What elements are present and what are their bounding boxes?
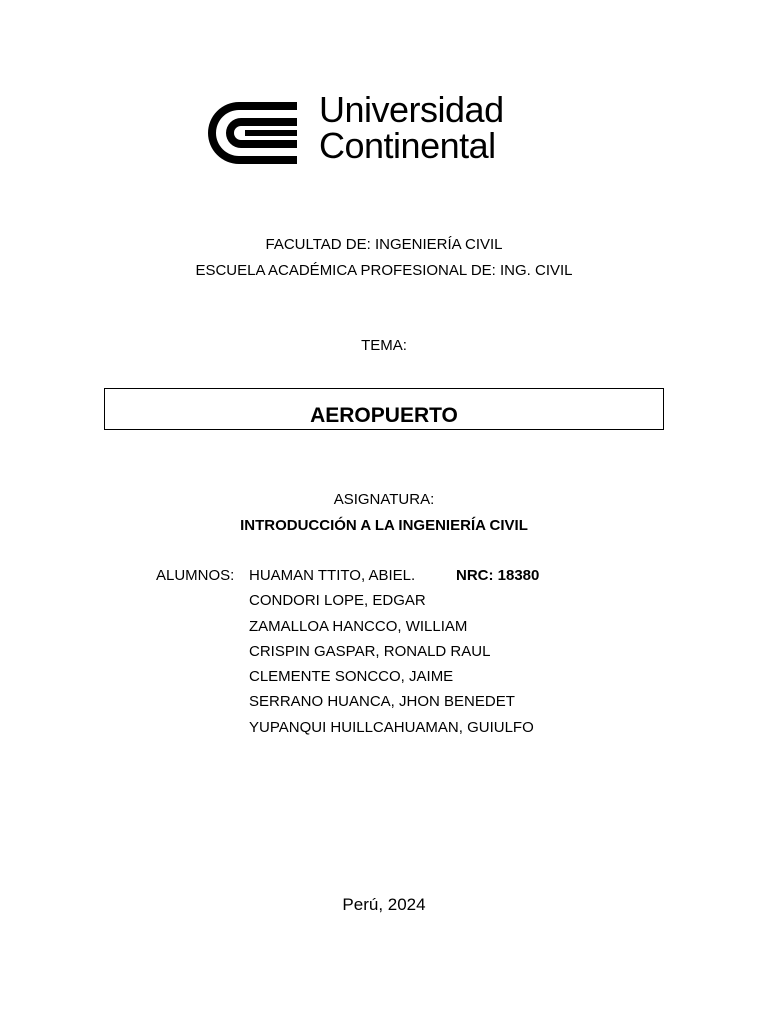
- university-name-line2: Continental: [319, 125, 496, 166]
- subject-name: INTRODUCCIÓN A LA INGENIERÍA CIVIL: [240, 517, 528, 534]
- topic-title-box: [104, 388, 664, 430]
- nrc-code: NRC: 18380: [456, 567, 540, 584]
- student-name: SERRANO HUANCA, JHON BENEDET: [249, 693, 515, 711]
- student-name: CONDORI LOPE, EDGAR: [249, 592, 426, 610]
- topic-label: TEMA:: [361, 337, 407, 354]
- university-name: [319, 89, 504, 166]
- student-name: ZAMALLOA HANCCO, WILLIAM: [249, 617, 468, 635]
- university-name-line1: Universidad: [319, 89, 504, 130]
- students-list: [249, 567, 534, 744]
- student-name: CRISPIN GASPAR, RONALD RAUL: [249, 642, 491, 660]
- university-logo: [205, 89, 545, 170]
- topic-title: AEROPUERTO: [310, 404, 458, 427]
- student-name: YUPANQUI HUILLCAHUAMAN, GUIULFO: [249, 718, 534, 736]
- student-name: CLEMENTE SONCCO, JAIME: [249, 668, 454, 686]
- footer-place-date: Perú, 2024: [342, 895, 426, 914]
- students-label: ALUMNOS:: [156, 567, 235, 584]
- school-line: ESCUELA ACADÉMICA PROFESIONAL DE: ING. CIVIL: [195, 262, 573, 279]
- faculty-line: FACULTAD DE: INGENIERÍA CIVIL: [265, 236, 503, 253]
- university-emblem-icon: [205, 98, 301, 168]
- subject-label: ASIGNATURA:: [333, 491, 435, 508]
- student-name: HUAMAN TTITO, ABIEL.: [249, 567, 416, 584]
